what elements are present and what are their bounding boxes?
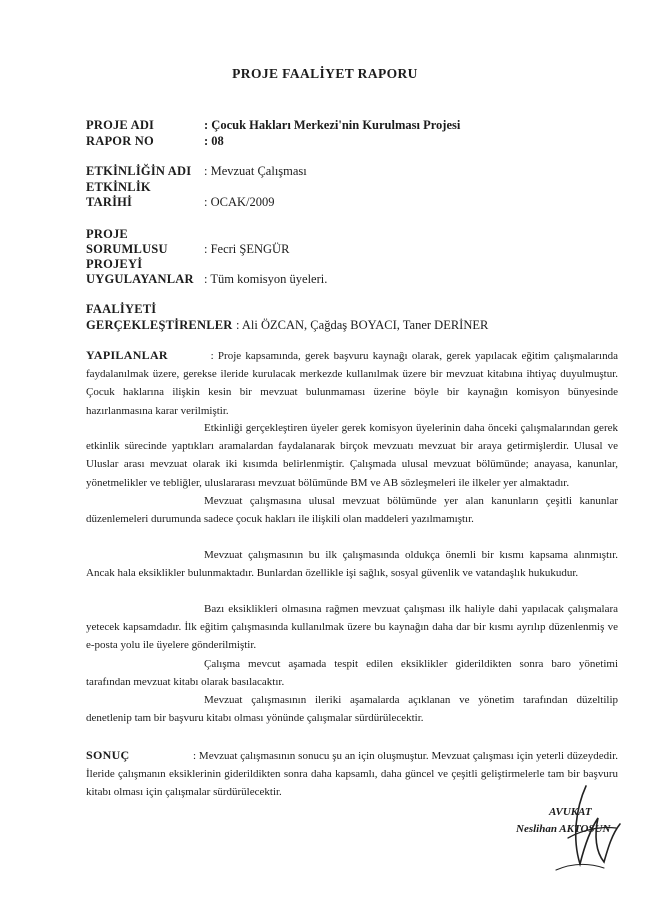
- signature-role: AVUKAT: [549, 806, 592, 818]
- result-label: SONUÇ: [86, 748, 130, 762]
- report-number-label: RAPOR NO: [86, 134, 154, 148]
- activity-label: ETKİNLİK: [86, 180, 151, 194]
- work-done-paragraph-6: Çalışma mevcut aşamada tespit edilen eksiklikler giderildikten sonra baro yönetimi tarafından mevzuat kitabı olarak basılacaktır.: [86, 658, 618, 689]
- performers-value: : Ali ÖZCAN, Çağdaş BOYACI, Taner DERİNER: [236, 318, 489, 332]
- performers-label-2: GERÇEKLEŞTİRENLER: [86, 318, 233, 332]
- work-done-label: YAPILANLAR: [86, 348, 168, 362]
- handwritten-signature-icon: [546, 778, 630, 878]
- implementers-label-2: UYGULAYANLAR: [86, 272, 194, 286]
- work-done-paragraph-7: Mevzuat çalışmasının ileriki aşamalarda açıklanan ve yönetim tarafından düzeltilip denetlenip tam bir başvuru kitabı olması yönünde çalışmalar sürdürülecektir.: [86, 694, 618, 725]
- work-done-paragraph-4: Mevzuat çalışmasının bu ilk çalışmasında oldukça önemli bir kısmı kapsama alınmıştır. Ancak hala eksiklikler bulunmaktadır. Bunlardan özellikle işi sağlık, sosyal güvenlik ve vatandaşlık hukukudur.: [86, 549, 618, 580]
- implementers-value: : Tüm komisyon üyeleri.: [204, 272, 328, 286]
- work-done-paragraph-1: [86, 346, 618, 420]
- signature-name: Neslihan AKTOSUN: [516, 823, 611, 835]
- activity-name-value: : Mevzuat Çalışması: [204, 164, 307, 178]
- project-responsible-value: : Fecri ŞENGÜR: [204, 242, 290, 256]
- project-name-label: PROJE ADI: [86, 118, 155, 132]
- date-label: TARİHİ: [86, 195, 133, 209]
- implementers-label-1: PROJEYİ: [86, 257, 143, 271]
- project-responsible-label-2: SORUMLUSU: [86, 242, 168, 256]
- activity-name-label: ETKİNLİĞİN ADI: [86, 164, 192, 178]
- report-number-value: : 08: [204, 134, 224, 148]
- work-done-paragraph-5: Bazı eksiklikleri olmasına rağmen mevzuat çalışması ilk haliyle dahi yapılacak çalışmalara yetecek kapsamdadır. İlk eğitim çalışmasında kullanılmak üzere bu kaynağın daha dar bir kısmı ayrılıp düzenlenmiş ve e-posta yolu ile üyelere gönderilmiştir.: [86, 603, 618, 652]
- project-responsible-label-1: PROJE: [86, 227, 128, 241]
- work-done-paragraph-3: Mevzuat çalışmasına ulusal mevzuat bölümünde yer alan kanunların çeşitli kanunlar düzenlemeleri durumunda sadece çocuk hakları ile ilişkili olan maddeleri yazılmamıştır.: [86, 495, 618, 526]
- report-title: PROJE FAALİYET RAPORU: [232, 66, 418, 81]
- work-done-text-1: : Proje kapsamında, gerek başvuru kaynağı olarak, gerek yapılacak eğitim çalışmalarında faydalanılmak üzere, gerekse ileride kurulacak merkezde kullanılmak üzere bir mevzuat kitabına ihtiyaç duyulmuştur. Çocuk haklarına ilişkin kesin bir mevzuat bulunmaması üzerine böyle bir kaynağın komisyon bünyesinde hazırlanmasına karar verilmiştir.: [86, 350, 618, 417]
- result-paragraph: [86, 746, 618, 802]
- work-done-paragraph-2: Etkinliği gerçekleştiren üyeler gerek komisyon üyelerinin daha önceki çalışmalarından gerek etkinlik sürecinde yaptıkları aramalardan faydalanarak birçok mevzuatı mevzuat bir araya getirmişlerdir. Ulusal ve Uluslar arası mevzuat olarak iki kısımda belirlenmiştir. Çalışmada ulusal mevzuat bölümünde; anayasa, kanunlar, yönetmelikler ve tebliğler, uluslararası mevzuat bölümünde BM ve AB sözleşmeleri ile ilkeler yer almaktadır.: [86, 422, 618, 489]
- project-name-value: : Çocuk Hakları Merkezi'nin Kurulması Projesi: [204, 118, 461, 132]
- result-text: : Mevzuat çalışmasının sonucu şu an için oluşmuştur. Mevzuat çalışması için yeterli düzeydedir. İleride çalışmanın eksiklerinin giderildikten sonra daha kapsamlı, daha güncel ve çeşitli geliştirmelerle tam bir başvuru kitabı olması için çalışmalar sürdürülecektir.: [86, 750, 619, 799]
- performers-label-1: FAALİYETİ: [86, 302, 157, 316]
- date-value: : OCAK/2009: [204, 195, 275, 209]
